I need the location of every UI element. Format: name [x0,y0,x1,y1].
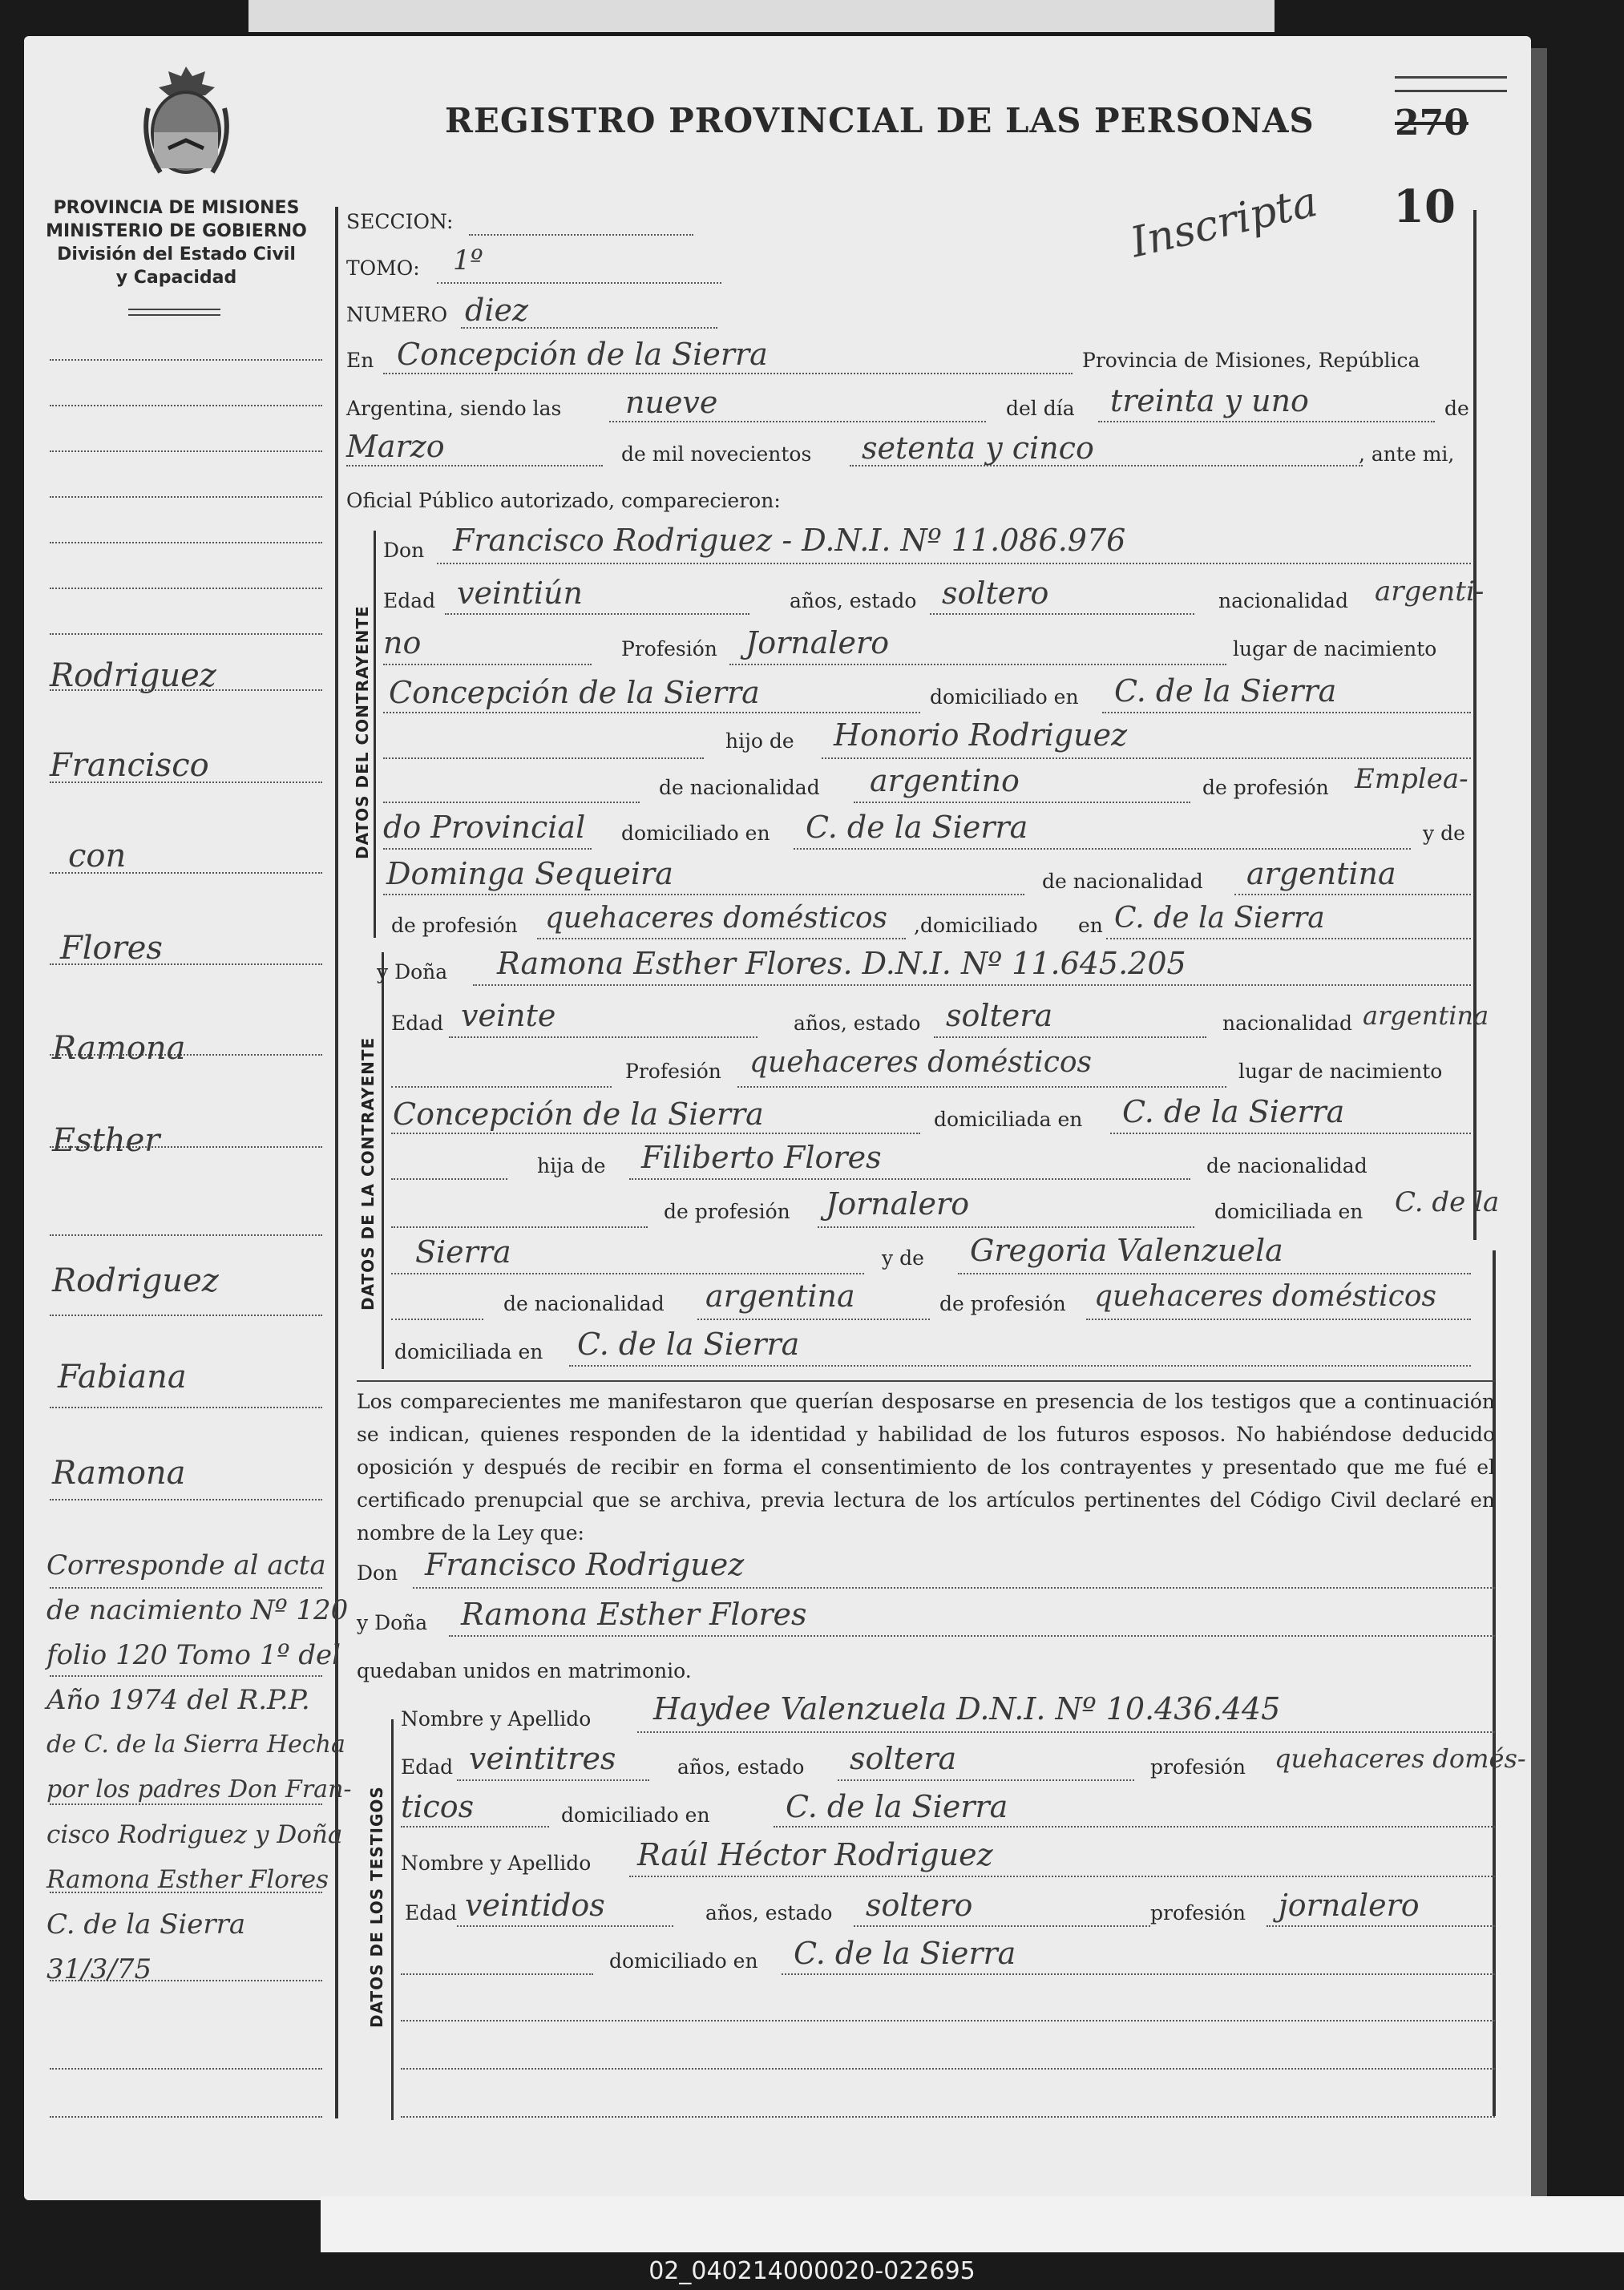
bride-blank-field-2 [391,1178,507,1180]
oficial-text: Oficial Público autorizado, comparecieron: [346,489,781,512]
witness-extra-line-1 [401,2020,1495,2021]
page-title: REGISTRO PROVINCIAL DE LAS PERSONAS [445,101,1315,140]
w1-domicile: C. de la Sierra [786,1789,1008,1824]
w2-age: veintidos [465,1888,605,1923]
de-mil-novecientos: de mil novecientos [621,442,812,466]
w1-nombre-label: Nombre y Apellido [401,1707,592,1731]
margin-con: con [68,838,127,874]
tomo-value: 1º [453,244,483,277]
right-column-border [1473,210,1477,1240]
bride-mother-dom-field [569,1365,1471,1367]
bride-mother-field [958,1273,1471,1274]
folio-strike-2 [1395,90,1507,92]
groom-hijo-de: hijo de [725,729,794,753]
issuer-underline-2 [128,314,220,316]
argentina-siendo: Argentina, siendo las [346,397,562,420]
groom-birthplace-field [383,712,920,713]
w1-prof-field [401,1826,549,1828]
w2-profession-field [1266,1925,1495,1927]
w2-nombre-label: Nombre y Apellido [401,1852,592,1875]
bride-father-prof-field [818,1226,1194,1228]
groom-nationality-a: argenti- [1375,576,1485,608]
margin-note-line-5: de C. de la Sierra Hecha [46,1731,345,1759]
adjacent-page-strip [248,0,1275,32]
groom-domiciliado-en: domiciliado en [930,685,1079,709]
declaration-top-rule [357,1380,1495,1382]
bride-blank-field-3 [391,1226,648,1228]
w2-profession: jornalero [1279,1888,1420,1923]
groom-profesion-label: Profesión [621,637,717,660]
bride-lugar-label: lugar de nacimiento [1238,1060,1443,1083]
groom-section-divider [374,531,376,938]
del-dia: del día [1006,397,1075,420]
bride-section-divider [382,952,384,1369]
numero-value: diez [465,293,528,328]
witness-extra-line-3 [401,2116,1495,2118]
bride-anos-estado: años, estado [794,1012,921,1035]
groom-profession-field [729,664,1226,665]
groom-nationality-b: no [383,625,422,660]
groom-section-label: DATOS DEL CONTRAYENTE [353,605,372,859]
bride-nationality: argentina [1363,1000,1489,1031]
groom-anos-estado: años, estado [790,589,917,612]
groom-en: en [1078,914,1103,937]
groom-father-nationality: argentino [870,763,1020,798]
year-value: setenta y cinco [862,430,1094,466]
decl-closing: quedaban unidos en matrimonio. [357,1659,692,1682]
bride-mother-nationality: argentina [705,1278,855,1314]
margin-note-line-9: C. de la Sierra [46,1908,246,1941]
w1-name-field [637,1731,1495,1733]
issuer-line-3: División del Estado Civil [57,244,296,265]
w1-domiciliado-en: domiciliado en [561,1803,710,1827]
declaration-paragraph: Los comparecientes me manifestaron que querían desposarse en presencia de los testigos que a continuación se indican, quienes responden de la identidad y habilidad de los futuros esposos. No habiéndose deducido oposición y después de recibir en forma el consentimiento de los contrayentes y presentado que me fué el certificado prenupcial que se archiva, previa lectura de los artículos pertinentes del Código Civil declaré en nombre de la Ley que: [357,1390,1495,1545]
groom-father: Honorio Rodriguez [834,717,1128,753]
issuer-line-4: y Capacidad [115,268,237,288]
w2-age-field [457,1925,673,1927]
groom-de-profesion: de profesión [1202,776,1329,799]
decl-bride-field [449,1635,1495,1637]
month-value: Marzo [346,429,445,464]
w1-age-field [457,1779,649,1781]
w1-edad-label: Edad [401,1755,454,1779]
groom-lugar-label: lugar de nacimiento [1233,637,1437,660]
margin-surname-groom: Rodriguez [50,657,216,694]
bride-father-domicile-a: C. de la [1395,1186,1500,1218]
witness-extra-line-2 [401,2068,1495,2070]
w2-profesion-label: profesión [1150,1901,1246,1924]
w2-status: soltero [866,1888,973,1923]
groom-comma-domiciliado: ,domiciliado [914,914,1038,937]
bride-domicile-field [1110,1133,1471,1134]
w1-domicile-field [774,1826,1495,1828]
groom-de-profesion-2: de profesión [391,914,518,937]
groom-fprof-field [383,848,592,850]
witness-section-label: DATOS DE LOS TESTIGOS [367,1786,386,2028]
bride-father-domicile-b: Sierra [415,1234,511,1270]
groom-status-field [930,613,1194,615]
folio-struck: 270 [1395,103,1468,143]
groom-blank-field [383,757,704,759]
margin-given-bride-1: Ramona [52,1030,186,1067]
decl-bride-name: Ramona Esther Flores [461,1597,807,1632]
w2-domicile: C. de la Sierra [794,1936,1016,1971]
w2-blank-field [401,1973,593,1975]
tomo-field [437,282,721,284]
bride-de-nacionalidad: de nacionalidad [1206,1154,1367,1177]
bride-mother-prof-field [1086,1319,1471,1320]
bride-birthplace: Concepción de la Sierra [393,1097,764,1132]
bride-father-field [629,1178,1190,1180]
groom-age-field [445,613,749,615]
groom-civil-status: soltero [942,576,1049,611]
witness-section-divider [391,1719,394,2120]
bride-profession-field [737,1086,1226,1088]
groom-mother-domicile: C. de la Sierra [1114,902,1325,935]
bride-father-dom-field [391,1273,864,1274]
bride-de-nacionalidad-2: de nacionalidad [503,1292,665,1315]
groom-father-dom-field [794,848,1411,850]
w1-profession-b: ticos [401,1789,475,1824]
groom-de-nacionalidad: de nacionalidad [659,776,820,799]
groom-father-nat-field [854,802,1190,803]
issuer-line-1: PROVINCIA DE MISIONES [53,198,300,218]
bride-dona-label: y Doña [377,960,448,983]
numero-field [461,327,717,329]
bride-mother-profession: quehaceres domésticos [1094,1280,1437,1313]
w2-name: Raúl Héctor Rodriguez [637,1837,993,1872]
bride-de-profesion-2: de profesión [939,1292,1066,1315]
bride-section-label: DATOS DE LA CONTRAYENTE [358,1036,378,1311]
w1-status-field [838,1779,1134,1781]
groom-nat-field [383,664,592,665]
bride-age: veinte [461,998,556,1033]
marriage-place: Concepción de la Sierra [397,337,768,372]
decl-don-label: Don [357,1561,398,1585]
bride-mother-domicile: C. de la Sierra [577,1327,800,1362]
groom-mother-dom-field [1106,938,1471,939]
bride-hija-de: hija de [537,1154,606,1177]
w1-age: veintitres [469,1741,616,1776]
groom-father-domicile: C. de la Sierra [806,810,1028,845]
w2-status-field [854,1925,1150,1927]
margin-note-line-2: de nacimiento Nº 120 [46,1594,349,1626]
issuer-underline [128,309,220,310]
bride-birthplace-field [391,1133,920,1134]
folio-strike-1 [1395,76,1507,79]
bride-blank-field-4 [391,1319,483,1320]
bride-mother: Gregoria Valenzuela [970,1233,1283,1268]
w2-anos-estado: años, estado [705,1901,833,1924]
margin-note-line-3: folio 120 Tomo 1º del [46,1639,341,1671]
seccion-label: SECCION: [346,210,454,233]
tomo-label: TOMO: [346,256,420,280]
inscripta-stamp: Inscripta [1126,177,1322,268]
bride-father: Filiberto Flores [641,1140,882,1175]
w1-profesion-label: profesión [1150,1755,1246,1779]
groom-de-nacionalidad-2: de nacionalidad [1042,870,1203,893]
groom-mother-nationality: argentina [1246,856,1396,891]
groom-age: veintiún [457,576,583,611]
bride-y-de: y de [882,1246,924,1270]
place-field [383,373,1073,374]
numero-label: NUMERO [346,303,448,326]
coat-of-arms-emblem [136,60,236,180]
decl-dona-label: y Doña [357,1611,428,1634]
bride-blank-field [391,1086,612,1088]
intro-en: En [346,349,374,372]
groom-name-field [437,563,1471,564]
groom-father-field [822,757,1471,759]
groom-mother-prof-field [537,938,906,939]
day-field [1098,421,1435,422]
margin-given-bride-2: Esther [52,1122,160,1159]
day-value: treinta y uno [1110,383,1309,418]
groom-domiciliado-en-2: domiciliado en [621,822,770,845]
bride-name: Ramona Esther Flores. D.N.I. Nº 11.645.205 [497,946,1186,981]
bride-father-profession: Jornalero [826,1186,970,1222]
issuer-line-2: MINISTERIO DE GOBIERNO [46,221,307,241]
w2-domicile-field [782,1973,1495,1975]
provincia-text: Provincia de Misiones, República [1082,349,1420,372]
groom-name: Francisco Rodriguez - D.N.I. Nº 11.086.976 [453,523,1126,558]
groom-y-de: y de [1423,822,1465,845]
w2-edad-label: Edad [405,1901,458,1924]
seccion-field [469,234,693,236]
margin-child-surname: Rodriguez [52,1262,219,1299]
hour-value: nueve [625,385,718,420]
margin-note-line-1: Corresponde al acta [46,1549,326,1581]
groom-edad-label: Edad [383,589,436,612]
margin-child-given-2: Ramona [52,1455,186,1492]
folio-number: 10 [1393,180,1456,233]
w1-status: soltera [850,1741,957,1776]
page-bottom-strip [321,2196,1624,2252]
bride-domicile: C. de la Sierra [1122,1094,1345,1129]
groom-domicile-field [1102,712,1471,713]
year-field [850,465,1363,466]
w1-name: Haydee Valenzuela D.N.I. Nº 10.436.445 [653,1691,1281,1727]
bride-name-field [473,984,1471,986]
groom-mother-nat-field [1234,894,1471,895]
groom-domicile: C. de la Sierra [1114,673,1337,709]
bride-status-field [934,1036,1206,1038]
issuer-block [32,196,321,289]
w1-profession-a: quehaceres domés- [1275,1743,1526,1774]
groom-mother-field [383,894,1024,895]
groom-profession: Jornalero [745,625,890,660]
w2-name-field [629,1876,1495,1877]
ante-mi: , ante mi, [1359,442,1455,466]
bride-domiciliada-en: domiciliada en [934,1108,1083,1131]
bride-domiciliada-en-3: domiciliada en [394,1340,543,1363]
bride-de-profesion: de profesión [664,1200,790,1223]
groom-father-profession-a: Emplea- [1355,763,1468,795]
groom-birthplace: Concepción de la Sierra [389,675,760,710]
groom-blank-field-2 [383,802,640,803]
decl-groom-name: Francisco Rodriguez [425,1547,745,1582]
groom-mother-profession: quehaceres domésticos [545,902,888,935]
groom-nacionalidad-label: nacionalidad [1218,589,1348,612]
hour-field [609,421,986,422]
margin-surname-bride: Flores [60,930,163,967]
bride-mother-nat-field [697,1319,930,1320]
month-field [346,465,603,466]
bride-nacionalidad-label: nacionalidad [1222,1012,1352,1035]
w2-domiciliado-en: domiciliado en [609,1949,758,1973]
bride-edad-label: Edad [391,1012,444,1035]
bride-age-field [449,1036,757,1038]
bride-civil-status: soltera [946,998,1053,1033]
groom-don-label: Don [383,539,425,562]
margin-child-given-1: Fabiana [58,1359,187,1395]
bride-profesion-label: Profesión [625,1060,721,1083]
decl-groom-field [413,1587,1495,1589]
w1-anos-estado: años, estado [677,1755,805,1779]
groom-father-profession-b: do Provincial [383,810,586,845]
scan-file-code: 02_040214000020-022695 [648,2257,976,2285]
margin-note-line-6: por los padres Don Fran- [46,1775,352,1803]
bride-domiciliada-en-2: domiciliada en [1214,1200,1363,1223]
margin-given-groom: Francisco [50,747,209,784]
margin-note-line-10: 31/3/75 [46,1953,152,1985]
margin-annotation [46,1543,352,1992]
margin-note-line-4: Año 1974 del R.P.P. [46,1684,310,1716]
margin-note-line-8: Ramona Esther Flores [46,1865,329,1894]
margin-note-line-7: cisco Rodriguez y Doña [46,1820,343,1849]
de-text: de [1444,397,1469,420]
bride-profession: quehaceres domésticos [749,1046,1093,1079]
groom-mother: Dominga Sequeira [386,856,673,891]
